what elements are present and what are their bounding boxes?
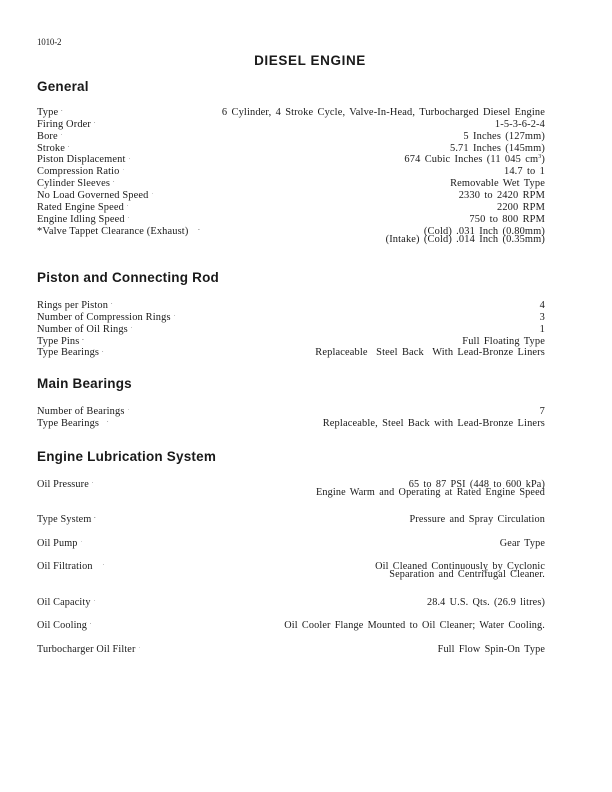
dot-leader — [198, 222, 420, 234]
spec-value: Pressure and Spray Circulation — [409, 514, 545, 526]
spec-label: Engine Idling Speed — [37, 213, 125, 225]
page-number: 1010-2 — [37, 37, 62, 47]
spec-label: Compression Ratio — [37, 166, 120, 178]
spec-label: Number of Oil Rings — [37, 323, 128, 335]
spec-value: 6 Cylinder, 4 Stroke Cycle, Valve-In-Head, Turbocharged Diesel Engine — [221, 106, 545, 118]
spec-value: 1-5-3-6-2-4 — [494, 118, 545, 130]
spec-value-text: 674 Cubic Inches (11 045 cm — [404, 154, 539, 166]
spec-label: Type Pins — [37, 335, 80, 347]
dot-leader — [131, 320, 537, 332]
spec-label: Oil Pressure — [37, 478, 89, 490]
spec-item-turbocharger-oil-filter — [37, 640, 545, 655]
spec-value: 750 to 800 RPM — [469, 213, 545, 225]
section-piston-connecting-rod — [37, 268, 545, 359]
spec-item-type-system — [37, 510, 545, 526]
spec-label: Bore — [37, 130, 58, 142]
spec-row-firing-order — [37, 115, 545, 130]
spec-label: Cylinder Sleeves — [37, 178, 111, 190]
dot-leader — [92, 475, 406, 487]
spec-row-type — [37, 103, 545, 118]
spec-item-oil-filtration — [37, 557, 545, 581]
spec-label: Piston Displacement — [37, 154, 126, 166]
dot-leader — [127, 198, 494, 210]
spec-value: 2200 RPM — [496, 202, 545, 214]
dot-leader — [107, 414, 320, 426]
spec-row — [37, 593, 545, 608]
spec-row — [37, 510, 545, 526]
spec-label: Number of Bearings — [37, 405, 125, 417]
spec-label: Oil Pump — [37, 537, 78, 549]
spec-value: Oil Cleaned Continuously by Cyclonic — [375, 561, 545, 573]
spec-value: Removable Wet Type — [450, 178, 545, 190]
spec-row-main-type-bearings — [37, 414, 545, 429]
spec-value: (Cold) .031 Inch (0.80mm) — [423, 225, 545, 237]
section-heading-piston: Piston and Connecting Rod — [37, 270, 219, 285]
dot-leader — [174, 308, 537, 320]
spec-value: Full Floating Type — [462, 335, 545, 347]
spec-value: 3 — [539, 311, 545, 323]
spec-item-oil-cooling — [37, 616, 545, 632]
spec-label: Oil Capacity — [37, 596, 91, 608]
spec-label: *Valve Tappet Clearance (Exhaust) — [37, 225, 189, 237]
dot-leader — [128, 402, 537, 414]
spec-row — [37, 640, 545, 655]
spec-value: Replaceable, Steel Back with Lead-Bronze Liners — [322, 417, 545, 429]
spec-value: Oil Cooler Flange Mounted to Oil Cleaner; Water Cooling. — [284, 620, 545, 632]
dot-leader — [82, 332, 459, 344]
spec-label: Firing Order — [37, 118, 92, 130]
spec-label: Number of Compression Rings — [37, 311, 171, 323]
dot-leader — [152, 186, 456, 198]
spec-continuation: Separation and Centrifugal Cleaner. — [389, 569, 545, 581]
spec-value: Gear Type — [499, 537, 545, 549]
section-engine-lubrication — [37, 447, 545, 663]
spec-label: Oil Filtration — [37, 561, 93, 573]
spec-label: Stroke — [37, 142, 66, 154]
spec-value: 14.7 to 1 — [503, 166, 545, 178]
spec-row — [37, 616, 545, 632]
spec-item-oil-pressure — [37, 475, 545, 499]
spec-value: 5 Inches (127mm) — [463, 130, 545, 142]
spec-value: 7 — [539, 405, 545, 417]
spec-label: Rings per Piston — [37, 299, 109, 311]
dot-leader — [90, 616, 281, 628]
dot-leader — [139, 640, 435, 652]
superscript: 3 — [538, 154, 542, 161]
dot-leader — [102, 344, 312, 356]
spec-row-cylinder-sleeves — [37, 174, 545, 190]
dot-leader — [103, 557, 373, 569]
spec-label: Type — [37, 106, 59, 118]
spec-row-bore — [37, 127, 545, 142]
spec-label: Turbocharger Oil Filter — [37, 643, 136, 655]
spec-label: Type Bearings — [37, 347, 100, 359]
dot-leader — [68, 139, 447, 151]
page-title: DIESEL ENGINE — [254, 53, 366, 68]
spec-value: Replaceable Steel Back With Lead-Bronze Liners — [315, 347, 545, 359]
spec-row — [37, 475, 545, 490]
spec-value: 65 to 87 PSI (448 to 600 kPa) — [408, 478, 545, 490]
dot-leader — [113, 174, 447, 186]
section-heading-main-bearings: Main Bearings — [37, 376, 132, 391]
spec-label: No Load Governed Speed — [37, 190, 149, 202]
spec-row-compression-rings — [37, 308, 545, 323]
spec-continuation: Engine Warm and Operating at Rated Engine Speed — [316, 486, 545, 498]
spec-continuation-intake-clearance: (Intake) (Cold) .014 Inch (0.35mm) — [385, 233, 545, 245]
dot-leader — [111, 296, 537, 308]
section-heading-general: General — [37, 79, 89, 94]
dot-leader — [94, 115, 492, 127]
spec-value-suffix: ) — [541, 154, 545, 166]
spec-row-rings-per-piston — [37, 296, 545, 311]
section-main-bearings — [37, 374, 545, 429]
spec-row-number-of-bearings — [37, 402, 545, 417]
spec-value: 1 — [539, 323, 545, 335]
section-general — [37, 77, 545, 246]
spec-label: Oil Cooling — [37, 620, 88, 632]
dot-leader — [61, 127, 461, 139]
dot-leader — [61, 103, 219, 115]
spec-value: Full Flow Spin-On Type — [437, 643, 545, 655]
spec-value: 28.4 U.S. Qts. (26.9 litres) — [426, 596, 545, 608]
dot-leader — [128, 210, 467, 222]
dot-leader — [94, 510, 406, 522]
section-heading-lubrication: Engine Lubrication System — [37, 449, 217, 464]
spec-value: 4 — [539, 299, 545, 311]
dot-leader — [81, 534, 497, 546]
spec-label: Rated Engine Speed — [37, 202, 124, 214]
dot-leader — [123, 162, 501, 174]
dot-leader — [129, 151, 402, 163]
spec-label: Type Bearings — [37, 417, 100, 429]
spec-value: 2330 to 2420 RPM — [458, 190, 545, 202]
spec-value: 5.71 Inches (145mm) — [449, 142, 545, 154]
spec-item-oil-pump — [37, 534, 545, 549]
spec-row — [37, 557, 545, 573]
spec-row-type-pins — [37, 332, 545, 347]
spec-label: Type System — [37, 514, 92, 526]
spec-item-oil-capacity — [37, 593, 545, 608]
dot-leader — [94, 593, 424, 605]
spec-row — [37, 534, 545, 549]
